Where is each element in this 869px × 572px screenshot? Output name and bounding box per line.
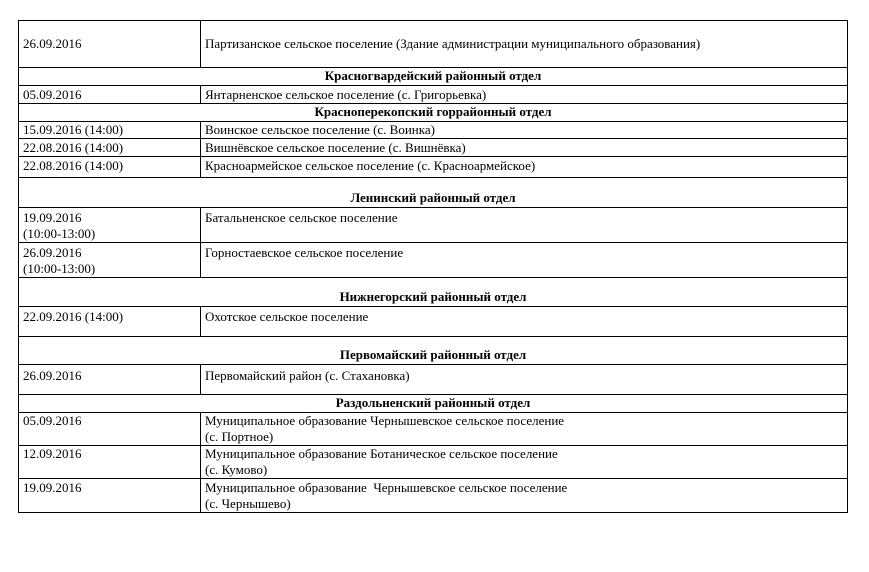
settlement-text: (с. Портное) [205,429,274,444]
date-text: 22.09.2016 (14:00) [23,309,124,324]
section-title: Первомайский районный отдел [19,337,848,365]
settlement-cell [201,122,848,139]
table-row [19,21,848,68]
settlement-cell [201,139,848,157]
settlement-text: Партизанское сельское поселение (Здание администрации муниципального образования) [205,36,701,51]
date-text: 22.08.2016 (14:00) [23,158,124,173]
table-row [19,208,848,243]
date-cell [19,446,201,479]
table-row [19,243,848,278]
section-title: Раздольненский районный отдел [19,395,848,413]
table-row [19,86,848,104]
table-row [19,139,848,157]
date-text: (10:00-13:00) [23,261,96,276]
date-text: 15.09.2016 (14:00) [23,122,124,137]
settlement-text: Вишнёвское сельское поселение (с. Вишнёвка) [205,140,466,155]
section-header-row [19,178,848,208]
table-row [19,446,848,479]
section-header-row [19,68,848,86]
table-row [19,122,848,139]
date-cell [19,208,201,243]
settlement-cell [201,307,848,337]
date-text: (10:00-13:00) [23,226,96,241]
date-text: 22.08.2016 (14:00) [23,140,124,155]
settlement-cell [201,479,848,513]
section-header-row [19,104,848,122]
date-cell [19,307,201,337]
section-header-row [19,395,848,413]
date-text: 26.09.2016 [23,36,82,51]
settlement-cell [201,86,848,104]
date-cell [19,479,201,513]
settlement-text: (с. Кумово) [205,462,268,477]
date-text: 05.09.2016 [23,87,82,102]
date-text: 12.09.2016 [23,446,82,461]
settlement-text: Янтарненское сельское поселение (с. Григорьевка) [205,87,487,102]
table-row [19,157,848,178]
settlement-text: Охотское сельское поселение [205,309,369,324]
table-row [19,479,848,513]
settlement-cell [201,157,848,178]
settlement-cell [201,208,848,243]
section-header-row [19,337,848,365]
date-cell [19,243,201,278]
settlement-cell [201,413,848,446]
table-row [19,413,848,446]
section-header-row [19,278,848,307]
date-cell [19,157,201,178]
settlement-cell [201,21,848,68]
schedule-table [18,20,848,513]
date-text: 26.09.2016 [23,245,82,260]
settlement-text: Горностаевское сельское поселение [205,245,404,260]
table-row [19,307,848,337]
date-text: 19.09.2016 [23,210,82,225]
section-title: Нижнегорский районный отдел [19,278,848,307]
settlement-text: Батальненское сельское поселение [205,210,398,225]
settlement-text: Красноармейское сельское поселение (с. Красноармейское) [205,158,536,173]
date-cell [19,21,201,68]
section-title: Красноперекопский горрайонный отдел [19,104,848,122]
settlement-text: (с. Чернышево) [205,496,291,511]
settlement-cell [201,446,848,479]
settlement-text: Муниципальное образование Чернышевское сельское поселение [205,480,568,495]
date-text: 26.09.2016 [23,368,82,383]
date-cell [19,413,201,446]
date-text: 05.09.2016 [23,413,82,428]
date-cell [19,365,201,395]
table-row [19,365,848,395]
schedule-body [19,21,848,513]
date-text: 19.09.2016 [23,480,82,495]
settlement-text: Воинское сельское поселение (с. Воинка) [205,122,435,137]
date-cell [19,86,201,104]
section-title: Красногвардейский районный отдел [19,68,848,86]
section-title: Ленинский районный отдел [19,178,848,208]
settlement-text: Муниципальное образование Чернышевское сельское поселение [205,413,565,428]
date-cell [19,122,201,139]
settlement-cell [201,365,848,395]
settlement-text: Муниципальное образование Ботаническое сельское поселение [205,446,558,461]
settlement-text: Первомайский район (с. Стахановка) [205,368,410,383]
settlement-cell [201,243,848,278]
date-cell [19,139,201,157]
